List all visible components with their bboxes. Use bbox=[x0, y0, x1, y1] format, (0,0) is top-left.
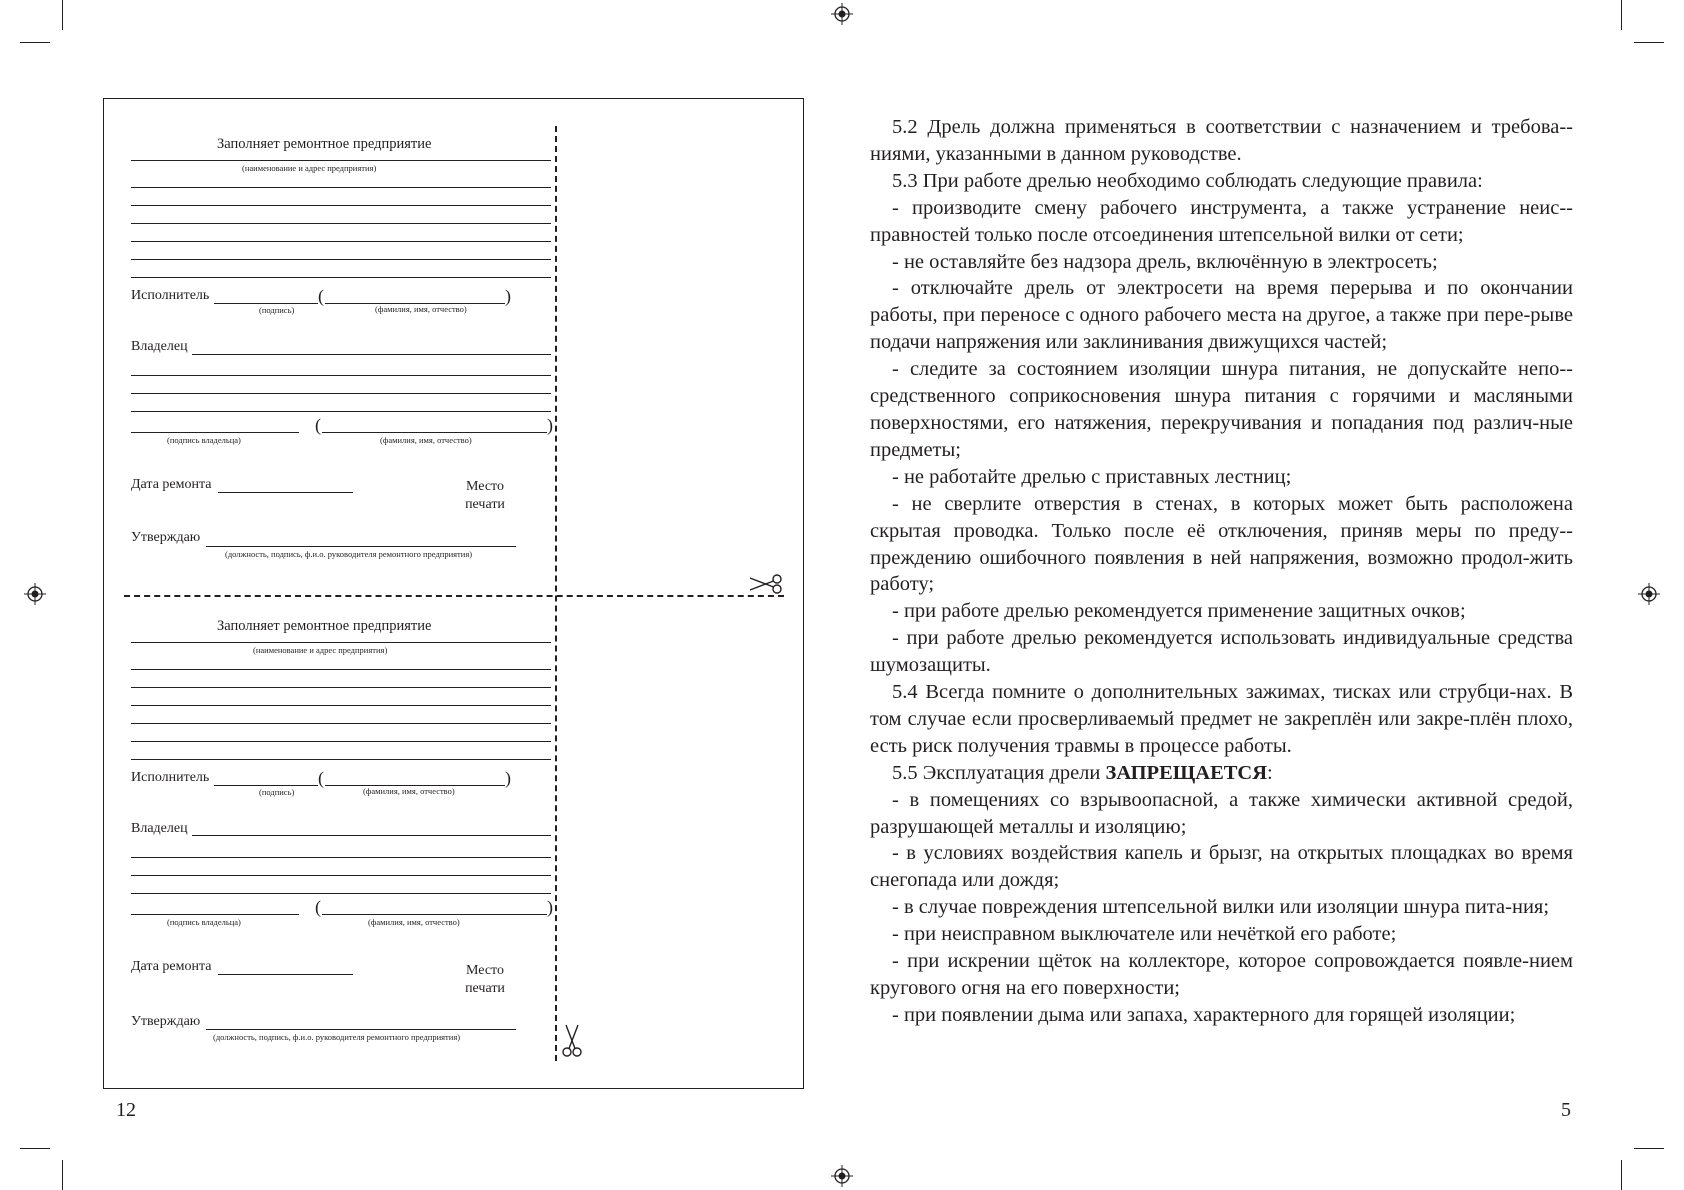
horizontal-cut-line bbox=[124, 595, 784, 597]
input-line[interactable] bbox=[131, 893, 551, 894]
paragraph: 5.3 При работе дрелью необходимо соблюдать следующие правила: bbox=[892, 169, 1483, 192]
paragraph: - в случае повреждения штепсельной вилки или изоляции шнура пита-ния; bbox=[892, 896, 1550, 919]
scissors-icon bbox=[561, 1023, 583, 1059]
owner-fio-line[interactable] bbox=[322, 432, 547, 433]
crop-mark bbox=[1621, 1160, 1622, 1190]
input-line[interactable] bbox=[131, 205, 551, 206]
input-line[interactable] bbox=[131, 759, 551, 760]
owner-line[interactable] bbox=[192, 354, 551, 355]
registration-mark-icon bbox=[831, 1165, 853, 1187]
paragraph: - при работе дрелью рекомендуется использовать индивидуальные средства шумозащиты. bbox=[870, 627, 1573, 677]
approve-caption: (должность, подпись, ф.и.о. руководителя ремонтного предприятия) bbox=[225, 549, 473, 559]
paragraph: - при искрении щёток на коллекторе, которое сопровождается появле-нием кругового огня на его поверхности; bbox=[870, 950, 1573, 999]
crop-mark bbox=[62, 0, 63, 30]
paren-open: ( bbox=[315, 897, 321, 917]
paragraph: - производите смену рабочего инструмента, а также устранение неис-правностей только после отсоединения штепсельной вилки от сети; bbox=[870, 196, 1573, 246]
vertical-cut-line bbox=[555, 126, 557, 1061]
paragraph: 5.2 Дрель должна применяться в соответствии с назначением и требова-ниями, указанными в данном руководстве. bbox=[870, 116, 1573, 165]
form-title: Заполняет ремонтное предприятие bbox=[217, 136, 432, 152]
paren-close: ) bbox=[547, 897, 553, 917]
paragraph: - отключайте дрель от электросети на время перерыва и по окончании работы, при переносе с одного рабочего места на другое, а также при пере-рыве подачи напряжения или заклинивания движущихся частей; bbox=[870, 277, 1573, 354]
paragraph: - в условиях воздействия капель и брызг, на открытых площадках во время снегопада или дождя; bbox=[870, 842, 1573, 892]
crop-mark bbox=[20, 42, 50, 43]
executor-label: Исполнитель bbox=[131, 288, 210, 303]
signature-caption: (подпись) bbox=[259, 787, 295, 797]
owner-label: Владелец bbox=[131, 339, 188, 354]
form-title: Заполняет ремонтное предприятие bbox=[217, 618, 432, 634]
input-line[interactable] bbox=[131, 241, 551, 242]
repair-date-line[interactable] bbox=[218, 974, 353, 975]
input-line[interactable] bbox=[131, 375, 551, 376]
p55-prefix: 5.5 Эксплуатация дрели bbox=[892, 761, 1106, 784]
approve-line[interactable] bbox=[206, 1029, 516, 1030]
registration-mark-icon bbox=[831, 3, 853, 25]
input-line[interactable] bbox=[131, 277, 551, 278]
paren-close: ) bbox=[505, 768, 511, 788]
owner-signature-caption: (подпись владельца) bbox=[167, 917, 241, 927]
approve-caption: (должность, подпись, ф.и.о. руководителя ремонтного предприятия) bbox=[213, 1032, 461, 1042]
owner-signature-caption: (подпись владельца) bbox=[167, 435, 241, 445]
crop-mark bbox=[1621, 0, 1622, 30]
paren-open: ( bbox=[318, 768, 324, 788]
paren-close: ) bbox=[547, 415, 553, 435]
approve-line[interactable] bbox=[206, 546, 516, 547]
owner-signature-line[interactable] bbox=[131, 914, 299, 915]
crop-mark bbox=[1634, 42, 1664, 43]
input-line[interactable] bbox=[131, 875, 551, 876]
paragraph: - не сверлите отверстия в стенах, в которых может быть расположена скрытая проводка. Только после её отключения, приняв меры по преду-преждению ошибочного появления в ней напряжения, возможно продол-жить работу; bbox=[870, 492, 1573, 596]
stamp-place-line1: Место bbox=[466, 479, 504, 494]
stamp-place bbox=[455, 962, 515, 998]
scissors-icon bbox=[748, 573, 784, 595]
input-line[interactable] bbox=[131, 187, 551, 188]
owner-line[interactable] bbox=[192, 835, 551, 836]
input-line[interactable] bbox=[131, 857, 551, 858]
registration-mark-icon bbox=[1638, 583, 1660, 605]
input-line[interactable] bbox=[131, 741, 551, 742]
page-number-left: 12 bbox=[116, 1099, 136, 1121]
approve-label: Утверждаю bbox=[131, 1014, 201, 1029]
owner-fio-line[interactable] bbox=[322, 914, 547, 915]
paragraph: - при работе дрелью рекомендуется применение защитных очков; bbox=[892, 600, 1466, 623]
fio-caption: (фамилия, имя, отчество) bbox=[363, 786, 455, 796]
stamp-place-line1: Место bbox=[466, 963, 504, 978]
stamp-place bbox=[455, 478, 515, 514]
input-line[interactable] bbox=[131, 411, 551, 412]
fio-caption: (фамилия, имя, отчество) bbox=[375, 304, 467, 314]
repair-date-label: Дата ремонта bbox=[131, 959, 212, 974]
repair-coupon-frame bbox=[103, 98, 804, 1089]
paragraph: - следите за состоянием изоляции шнура питания, не допускайте непо-средственного соприкосновения шнура питания с горячими и масляными поверхностями, его натяжения, перекручивания и попадания под различ-ные предметы; bbox=[870, 358, 1573, 461]
repair-date-label: Дата ремонта bbox=[131, 477, 212, 492]
paragraph: - при неисправном выключателе или нечёткой его работе; bbox=[892, 923, 1397, 946]
field-caption: (наименование и адрес предприятия) bbox=[253, 645, 388, 655]
p55-prohibited: ЗАПРЕЩАЕТСЯ bbox=[1105, 761, 1268, 784]
executor-label: Исполнитель bbox=[131, 770, 210, 785]
input-line[interactable] bbox=[131, 160, 551, 161]
safety-rules-text bbox=[870, 114, 1573, 1029]
executor-signature-line[interactable] bbox=[214, 785, 318, 786]
owner-fio-caption: (фамилия, имя, отчество) bbox=[368, 917, 460, 927]
approve-label: Утверждаю bbox=[131, 530, 201, 545]
paragraph: 5.4 Всегда помните о дополнительных зажимах, тисках или струбци-нах. В том случае если просверливаемый предмет не закреплён или закре-плён плохо, есть риск получения травмы в процессе работы. bbox=[870, 681, 1573, 757]
paren-open: ( bbox=[315, 415, 321, 435]
paragraph: - при появлении дыма или запаха, характерного для горящей изоляции; bbox=[892, 1003, 1516, 1026]
crop-mark bbox=[20, 1148, 50, 1149]
page-number-right: 5 bbox=[1561, 1099, 1571, 1121]
crop-mark bbox=[1634, 1148, 1664, 1149]
repair-date-line[interactable] bbox=[218, 492, 353, 493]
field-caption: (наименование и адрес предприятия) bbox=[242, 163, 377, 173]
stamp-place-line2: печати bbox=[465, 981, 505, 996]
input-line[interactable] bbox=[131, 393, 551, 394]
input-line[interactable] bbox=[131, 687, 551, 688]
paragraph: - в помещениях со взрывоопасной, а также химически активной средой, разрушающей металлы и изоляцию; bbox=[870, 788, 1573, 838]
input-line[interactable] bbox=[131, 723, 551, 724]
p55-suffix: : bbox=[1267, 761, 1273, 784]
paren-open: ( bbox=[318, 286, 324, 306]
owner-signature-line[interactable] bbox=[131, 432, 299, 433]
input-line[interactable] bbox=[131, 705, 551, 706]
input-line[interactable] bbox=[131, 642, 551, 643]
paragraph: - не оставляйте без надзора дрель, включённую в электросеть; bbox=[892, 250, 1438, 273]
stamp-place-line2: печати bbox=[465, 497, 505, 512]
executor-signature-line[interactable] bbox=[214, 303, 318, 304]
paragraph: - не работайте дрелью с приставных лестниц; bbox=[892, 465, 1292, 488]
registration-mark-icon bbox=[24, 583, 46, 605]
input-line[interactable] bbox=[131, 669, 551, 670]
input-line[interactable] bbox=[131, 259, 551, 260]
owner-label: Владелец bbox=[131, 821, 188, 836]
paren-close: ) bbox=[505, 286, 511, 306]
signature-caption: (подпись) bbox=[259, 305, 295, 315]
owner-fio-caption: (фамилия, имя, отчество) bbox=[380, 435, 472, 445]
input-line[interactable] bbox=[131, 223, 551, 224]
paragraph-5-5 bbox=[870, 760, 1573, 787]
crop-mark bbox=[62, 1160, 63, 1190]
